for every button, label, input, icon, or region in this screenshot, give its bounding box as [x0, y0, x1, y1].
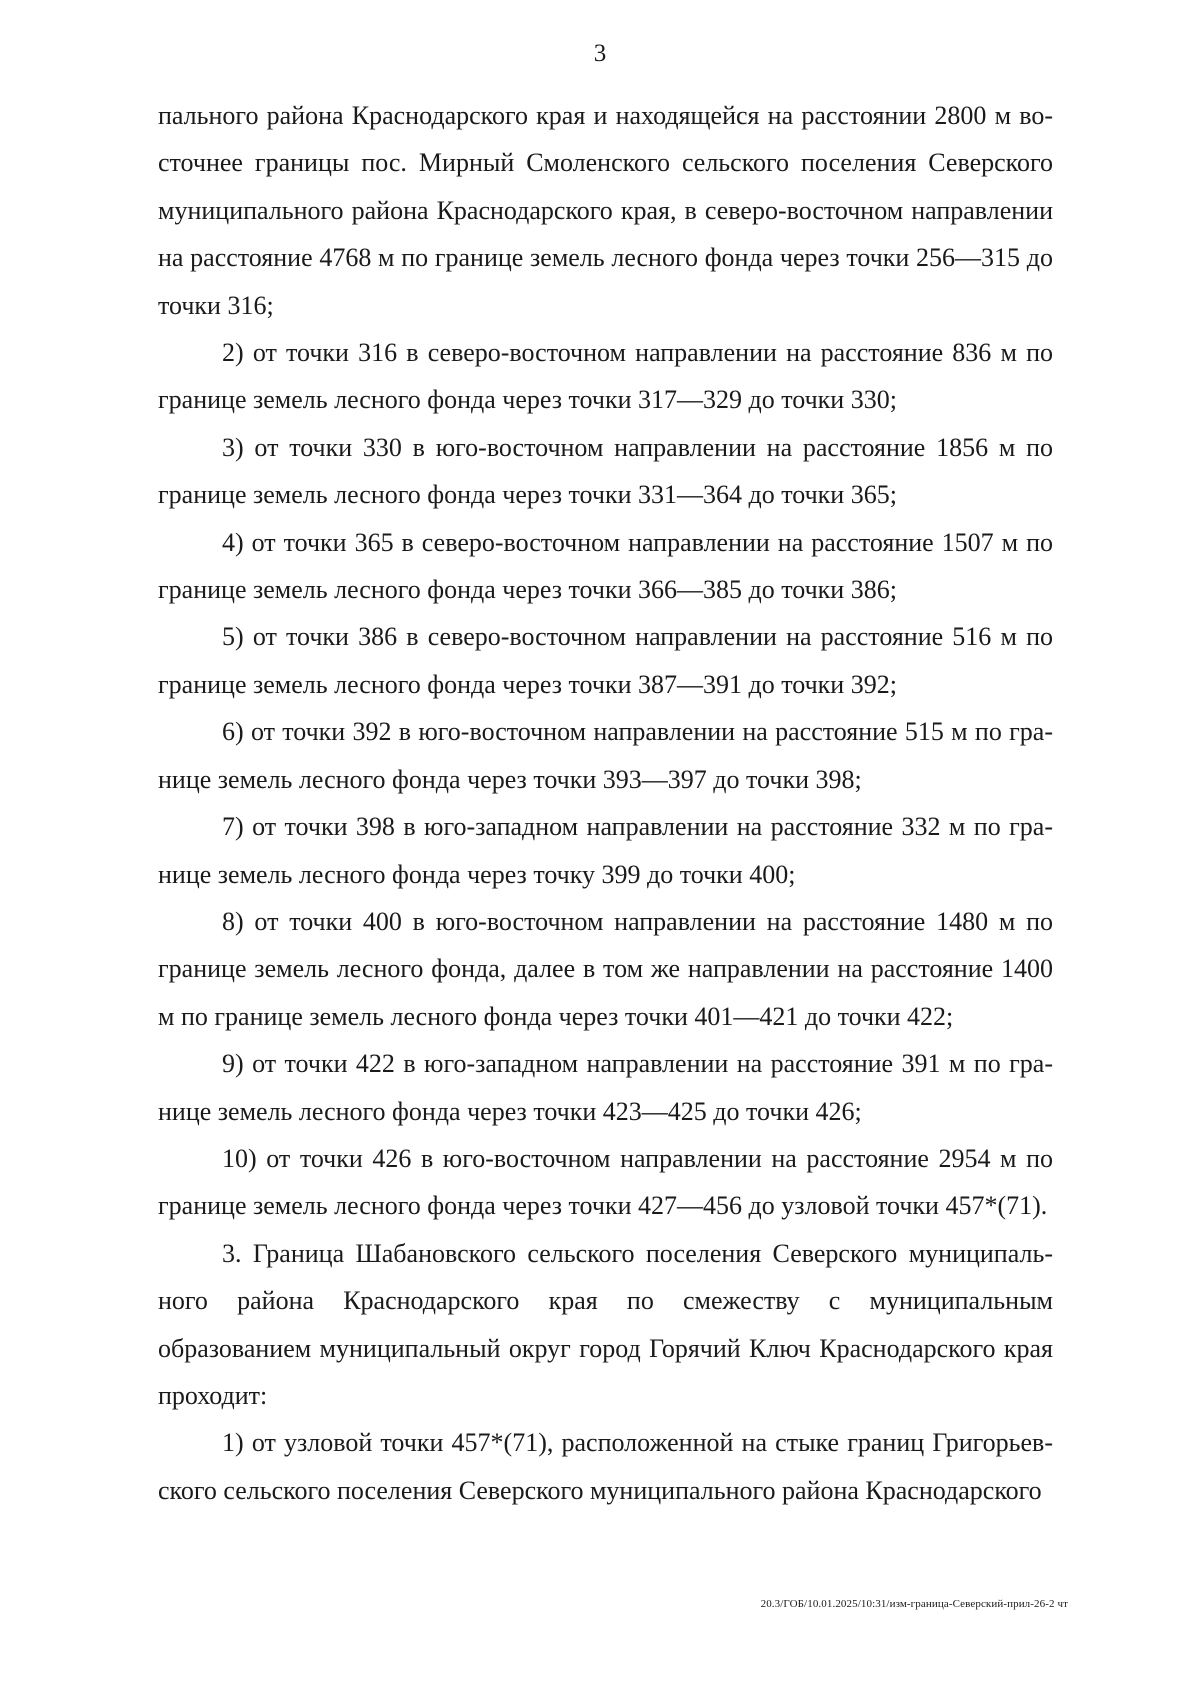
- paragraph-item-10: 10) от точки 426 в юго-восточном направлении на расстояние 2954 м по границе земель лесного фонда через точки 427—456 до узловой точки 457*(71).: [158, 1143, 1053, 1221]
- paragraph-item-6: 6) от точки 392 в юго-восточном направлении на расстояние 515 м по границе земель лесного фонда через точки 393—397 до точки 398;: [158, 717, 1053, 794]
- paragraph-item-3: 3) от точки 330 в юго-восточном направлении на расстояние 1856 м по границе земель лесного фонда через точки 331—364 до точки 365;: [158, 432, 1053, 510]
- paragraph-continuation: пального района Краснодарского края и находящейся на расстоянии 2800 м восточнее границы пос. Мирный Смоленского сельского поселения Северского муниципального района Краснодарского края, в северо-восточном направлении на расстояние 4768 м по границе земель лесного фонда через точки 256—315 до точки 316;: [158, 101, 1053, 320]
- paragraph-item-4: 4) от точки 365 в северо-восточном направлении на расстояние 1507 м по границе земель лесного фонда через точки 366—385 до точки 386;: [158, 527, 1053, 605]
- paragraph-item-2: 2) от точки 316 в северо-восточном направлении на расстояние 836 м по границе земель лесного фонда через точки 317—329 до точки 330;: [158, 338, 1053, 415]
- paragraph-section-3-item-1: 1) от узловой точки 457*(71), расположенной на стыке границ Григорьевского сельского поселения Северского муниципального района Краснодарского: [158, 1428, 1053, 1505]
- paragraph-item-7: 7) от точки 398 в юго-западном направлении на расстояние 332 м по границе земель лесного фонда через точку 399 до точки 400;: [158, 812, 1053, 889]
- page-number: 3: [593, 40, 607, 67]
- paragraph-item-8: 8) от точки 400 в юго-восточном направлении на расстояние 1480 м по границе земель лесного фонда, далее в том же направлении на расстояние 1400 м по границе земель лесного фонда через точки 401—421 до точки 422;: [158, 906, 1053, 1031]
- paragraph-section-3: 3. Граница Шабановского сельского поселения Северского муниципального района Краснодарского края по смежеству с муниципальным образованием муниципальный округ город Горячий Ключ Краснодарского края проходит:: [158, 1238, 1053, 1410]
- paragraph-item-5: 5) от точки 386 в северо-восточном направлении на расстояние 516 м по границе земель лесного фонда через точки 387—391 до точки 392;: [158, 622, 1053, 699]
- paragraph-item-9: 9) от точки 422 в юго-западном направлении на расстояние 391 м по границе земель лесного фонда через точки 423—425 до точки 426;: [158, 1049, 1053, 1126]
- document-body: [158, 92, 1053, 1514]
- footer-document-code: 20.3/ГОБ/10.01.2025/10:31/изм-граница-Северский-прил-26-2 чт: [760, 1598, 1068, 1610]
